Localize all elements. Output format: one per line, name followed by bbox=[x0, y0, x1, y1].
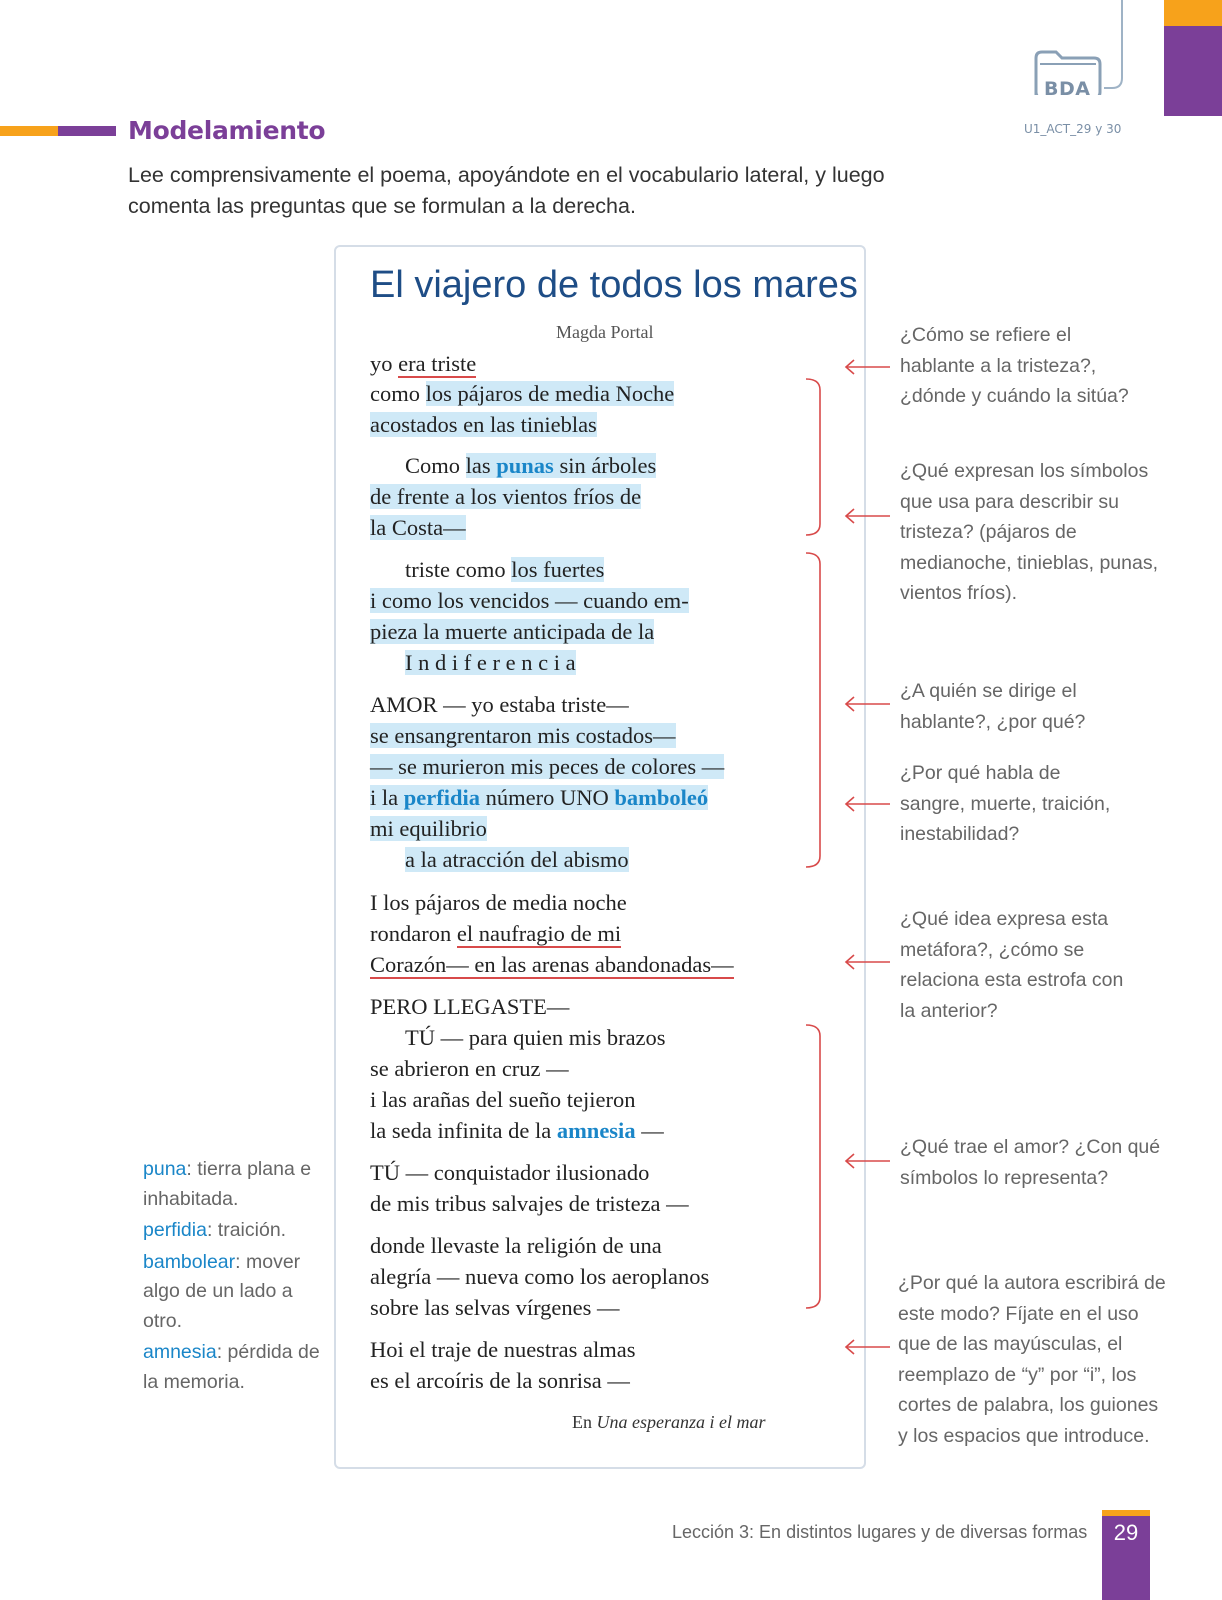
question-1: ¿Cómo se refiere el hablante a la tristeza?, ¿dónde y cuándo la sitúa? bbox=[900, 324, 1129, 407]
glossary-entry: bambolear: mover algo de un lado a otro. bbox=[143, 1250, 301, 1332]
poem-line: la Costa— bbox=[370, 515, 466, 540]
section-title: Modelamiento bbox=[128, 116, 326, 145]
poem-line: TÚ — conquistador ilusionado bbox=[370, 1160, 650, 1185]
poem-line: i las arañas del sueño tejieron bbox=[370, 1087, 636, 1112]
glossary-entry: puna: tierra plana e inhabitada. bbox=[143, 1158, 312, 1210]
question-7: ¿Por qué la autora escribirá de este modo? Fíjate en el uso que de las mayúsculas, el reemplazo de “y” por “i”, los cortes de palabra, los guiones y los espacios que introduce. bbox=[898, 1272, 1166, 1447]
poem-line: alegría — nueva como los aeroplanos bbox=[370, 1264, 710, 1289]
poem-line: Como las punas sin árboles bbox=[405, 453, 657, 478]
heading-bar-orange bbox=[0, 126, 58, 136]
poem-line: — se murieron mis peces de colores — bbox=[370, 754, 725, 779]
corner-tab-purple bbox=[1164, 26, 1222, 116]
poem-line: de frente a los vientos fríos de bbox=[370, 484, 642, 509]
question-4: ¿Por qué habla de sangre, muerte, traición, inestabilidad? bbox=[900, 762, 1111, 845]
poem-line: pieza la muerte anticipada de la bbox=[370, 619, 655, 644]
poem-title: El viajero de todos los mares bbox=[370, 264, 858, 306]
poem-line: mi equilibrio bbox=[370, 816, 487, 841]
poem-line: TÚ — para quien mis brazos bbox=[405, 1025, 666, 1050]
glossary bbox=[143, 1155, 333, 1399]
poem-line: se ensangrentaron mis costados— bbox=[370, 723, 676, 748]
glossary-term-bamboleo: bamboleó bbox=[614, 785, 709, 810]
poem-source: En Una esperanza i el mar bbox=[572, 1412, 766, 1432]
poem-line: de mis tribus salvajes de tristeza — bbox=[370, 1191, 689, 1216]
poem-line: I los pájaros de media noche bbox=[370, 890, 627, 915]
footer-lesson: Lección 3: En distintos lugares y de diversas formas bbox=[672, 1522, 1088, 1542]
page-number: 29 bbox=[1113, 1520, 1139, 1545]
heading-bar-purple bbox=[58, 126, 116, 136]
glossary-entry: amnesia: pérdida de la memoria. bbox=[143, 1341, 320, 1393]
corner-tab-orange bbox=[1164, 0, 1222, 26]
bda-label: BDA bbox=[1044, 78, 1091, 100]
poem-line: como los pájaros de media Noche bbox=[370, 381, 675, 406]
poem-line: es el arcoíris de la sonrisa — bbox=[370, 1368, 630, 1393]
poem-line: donde llevaste la religión de una bbox=[370, 1233, 662, 1258]
poem-line: se abrieron en cruz — bbox=[370, 1056, 569, 1081]
poem-line: I n d i f e r e n c i a bbox=[405, 650, 576, 675]
page-number-tab-accent bbox=[1102, 1510, 1150, 1516]
poem-line: i como los vencidos — cuando em- bbox=[370, 588, 689, 613]
glossary-term-perfidia: perfidia bbox=[403, 785, 480, 810]
poem-line: AMOR — yo estaba triste— bbox=[370, 692, 629, 717]
glossary-entry: perfidia: traición. bbox=[143, 1219, 287, 1241]
question-5: ¿Qué idea expresa esta metáfora?, ¿cómo se relaciona esta estrofa con la anterior? bbox=[900, 908, 1124, 1022]
glossary-term-amnesia: amnesia bbox=[556, 1118, 636, 1143]
question-3: ¿A quién se dirige el hablante?, ¿por qué? bbox=[900, 680, 1086, 733]
poem-line: yo era triste bbox=[370, 351, 477, 376]
poem-line: acostados en las tinieblas bbox=[370, 412, 597, 437]
poem-line: PERO LLEGASTE— bbox=[370, 994, 570, 1019]
poem-line: triste como los fuertes bbox=[405, 557, 605, 582]
poem-line: i la perfidia número UNO bamboleó bbox=[370, 785, 709, 810]
poem-line: Hoi el traje de nuestras almas bbox=[370, 1337, 636, 1362]
bda-activity-code: U1_ACT_29 y 30 bbox=[1024, 122, 1122, 136]
poem-line: rondaron el naufragio de mi bbox=[370, 921, 622, 946]
poem-author: Magda Portal bbox=[556, 322, 654, 342]
instructions: Lee comprensivamente el poema, apoyándote en el vocabulario lateral, y luego comenta las preguntas que se formulan a la derecha. bbox=[128, 163, 885, 218]
glossary-term-puna: punas bbox=[496, 453, 554, 478]
question-6: ¿Qué trae el amor? ¿Con qué símbolos lo representa? bbox=[900, 1136, 1161, 1189]
poem-line: a la atracción del abismo bbox=[405, 847, 629, 872]
poem-line: sobre las selvas vírgenes — bbox=[370, 1295, 620, 1320]
poem-line: la seda infinita de la amnesia — bbox=[370, 1118, 664, 1143]
question-2: ¿Qué expresan los símbolos que usa para describir su tristeza? (pájaros de medianoche, tinieblas, punas, vientos fríos). bbox=[900, 460, 1159, 604]
poem-line: Corazón— en las arenas abandonadas— bbox=[370, 952, 734, 977]
